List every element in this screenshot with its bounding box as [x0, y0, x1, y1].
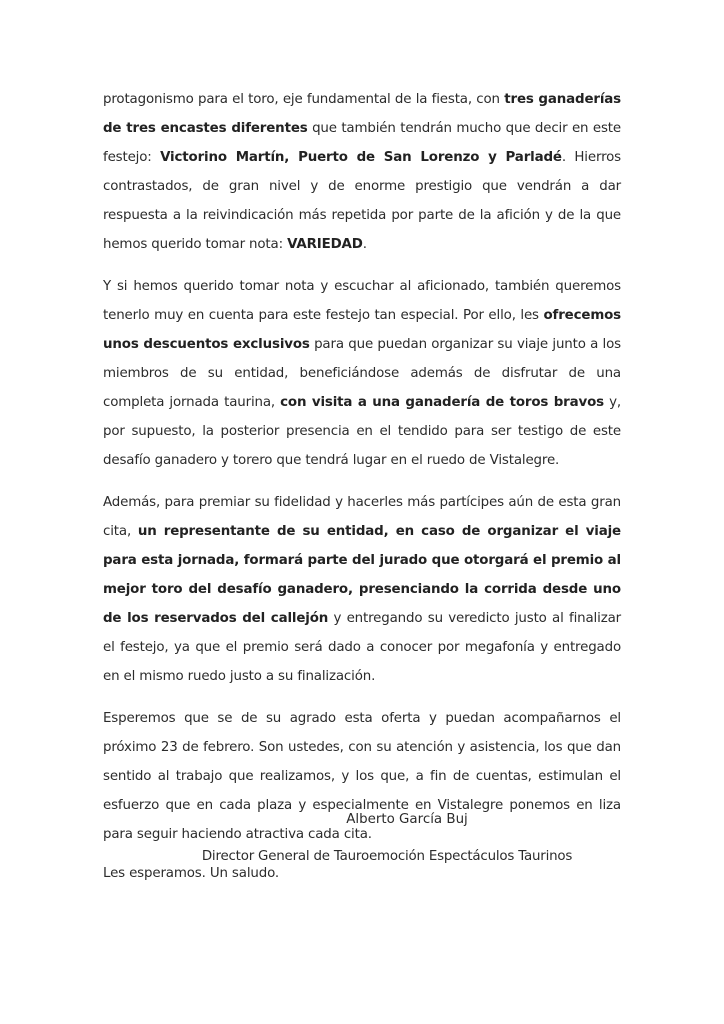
- text-segment: para que puedan organizar su viaje junto a los miembros de su entidad, beneficiándose además de disfrutar de una completa jornada taurina,: [103, 337, 621, 410]
- bold-text-segment: Victorino Martín, Puerto de San Lorenzo y Parladé: [160, 150, 562, 165]
- paragraph-descuentos: [103, 272, 621, 475]
- bold-text-segment: VARIEDAD: [287, 237, 363, 252]
- paragraph-invitacion: [103, 704, 621, 849]
- signature-name: Alberto García Buj: [346, 812, 468, 827]
- text-segment: Les esperamos. Un saludo.: [103, 866, 279, 881]
- text-segment: .: [362, 237, 367, 252]
- text-segment: Esperemos que se de su agrado esta oferta y puedan acompañarnos el próximo 23 de febrero. Son ustedes, con su atención y asistencia, los que dan sentido al trabajo que realizamos, y los que, a fin de cuentas, estimulan el esfuerzo que en cada plaza y especialmente en Vistalegre ponemos en liza para seguir haciendo atractiva cada cita.: [103, 711, 621, 842]
- text-segment: y entregando su veredicto justo al finalizar el festejo, ya que el premio será dado a conocer por megafonía y entregado en el mismo ruedo justo a su finalización.: [103, 611, 621, 684]
- text-segment: que también tendrán mucho que decir en este festejo:: [103, 121, 621, 165]
- text-segment: y, por supuesto, la posterior presencia en el tendido para ser testigo de este desafío ganadero y torero que tendrá lugar en el ruedo de Vistalegre.: [103, 395, 621, 468]
- text-segment: Además, para premiar su fidelidad y hacerles más partícipes aún de esta gran cita,: [103, 495, 621, 539]
- text-segment: . Hierros contrastados, de gran nivel y de enorme prestigio que vendrán a dar respuesta a la reivindicación más repetida por parte de la afición y de la que hemos querido tomar nota:: [103, 150, 621, 252]
- paragraph-jurado: [103, 488, 621, 691]
- signature-title: Director General de Tauroemoción Espectáculos Taurinos: [201, 849, 573, 864]
- bold-text-segment: con visita a una ganadería de toros bravos: [280, 395, 604, 410]
- bold-text-segment: ofrecemos unos descuentos exclusivos: [103, 308, 621, 352]
- letter-body: [103, 85, 621, 901]
- bold-text-segment: un representante de su entidad, en caso de organizar el viaje para esta jornada, formará parte del jurado que otorgará el premio al mejor toro del desafío ganadero, presenciando la corrida desde uno de los reservados del callejón: [103, 524, 621, 626]
- text-segment: Y si hemos querido tomar nota y escuchar al aficionado, también queremos tenerlo muy en cuenta para este festejo tan especial. Por ello, les: [103, 279, 621, 323]
- text-segment: protagonismo para el toro, eje fundamental de la fiesta, con: [103, 92, 505, 107]
- paragraph-ganaderias: [103, 85, 621, 259]
- bold-text-segment: tres ganaderías de tres encastes diferentes: [103, 92, 621, 136]
